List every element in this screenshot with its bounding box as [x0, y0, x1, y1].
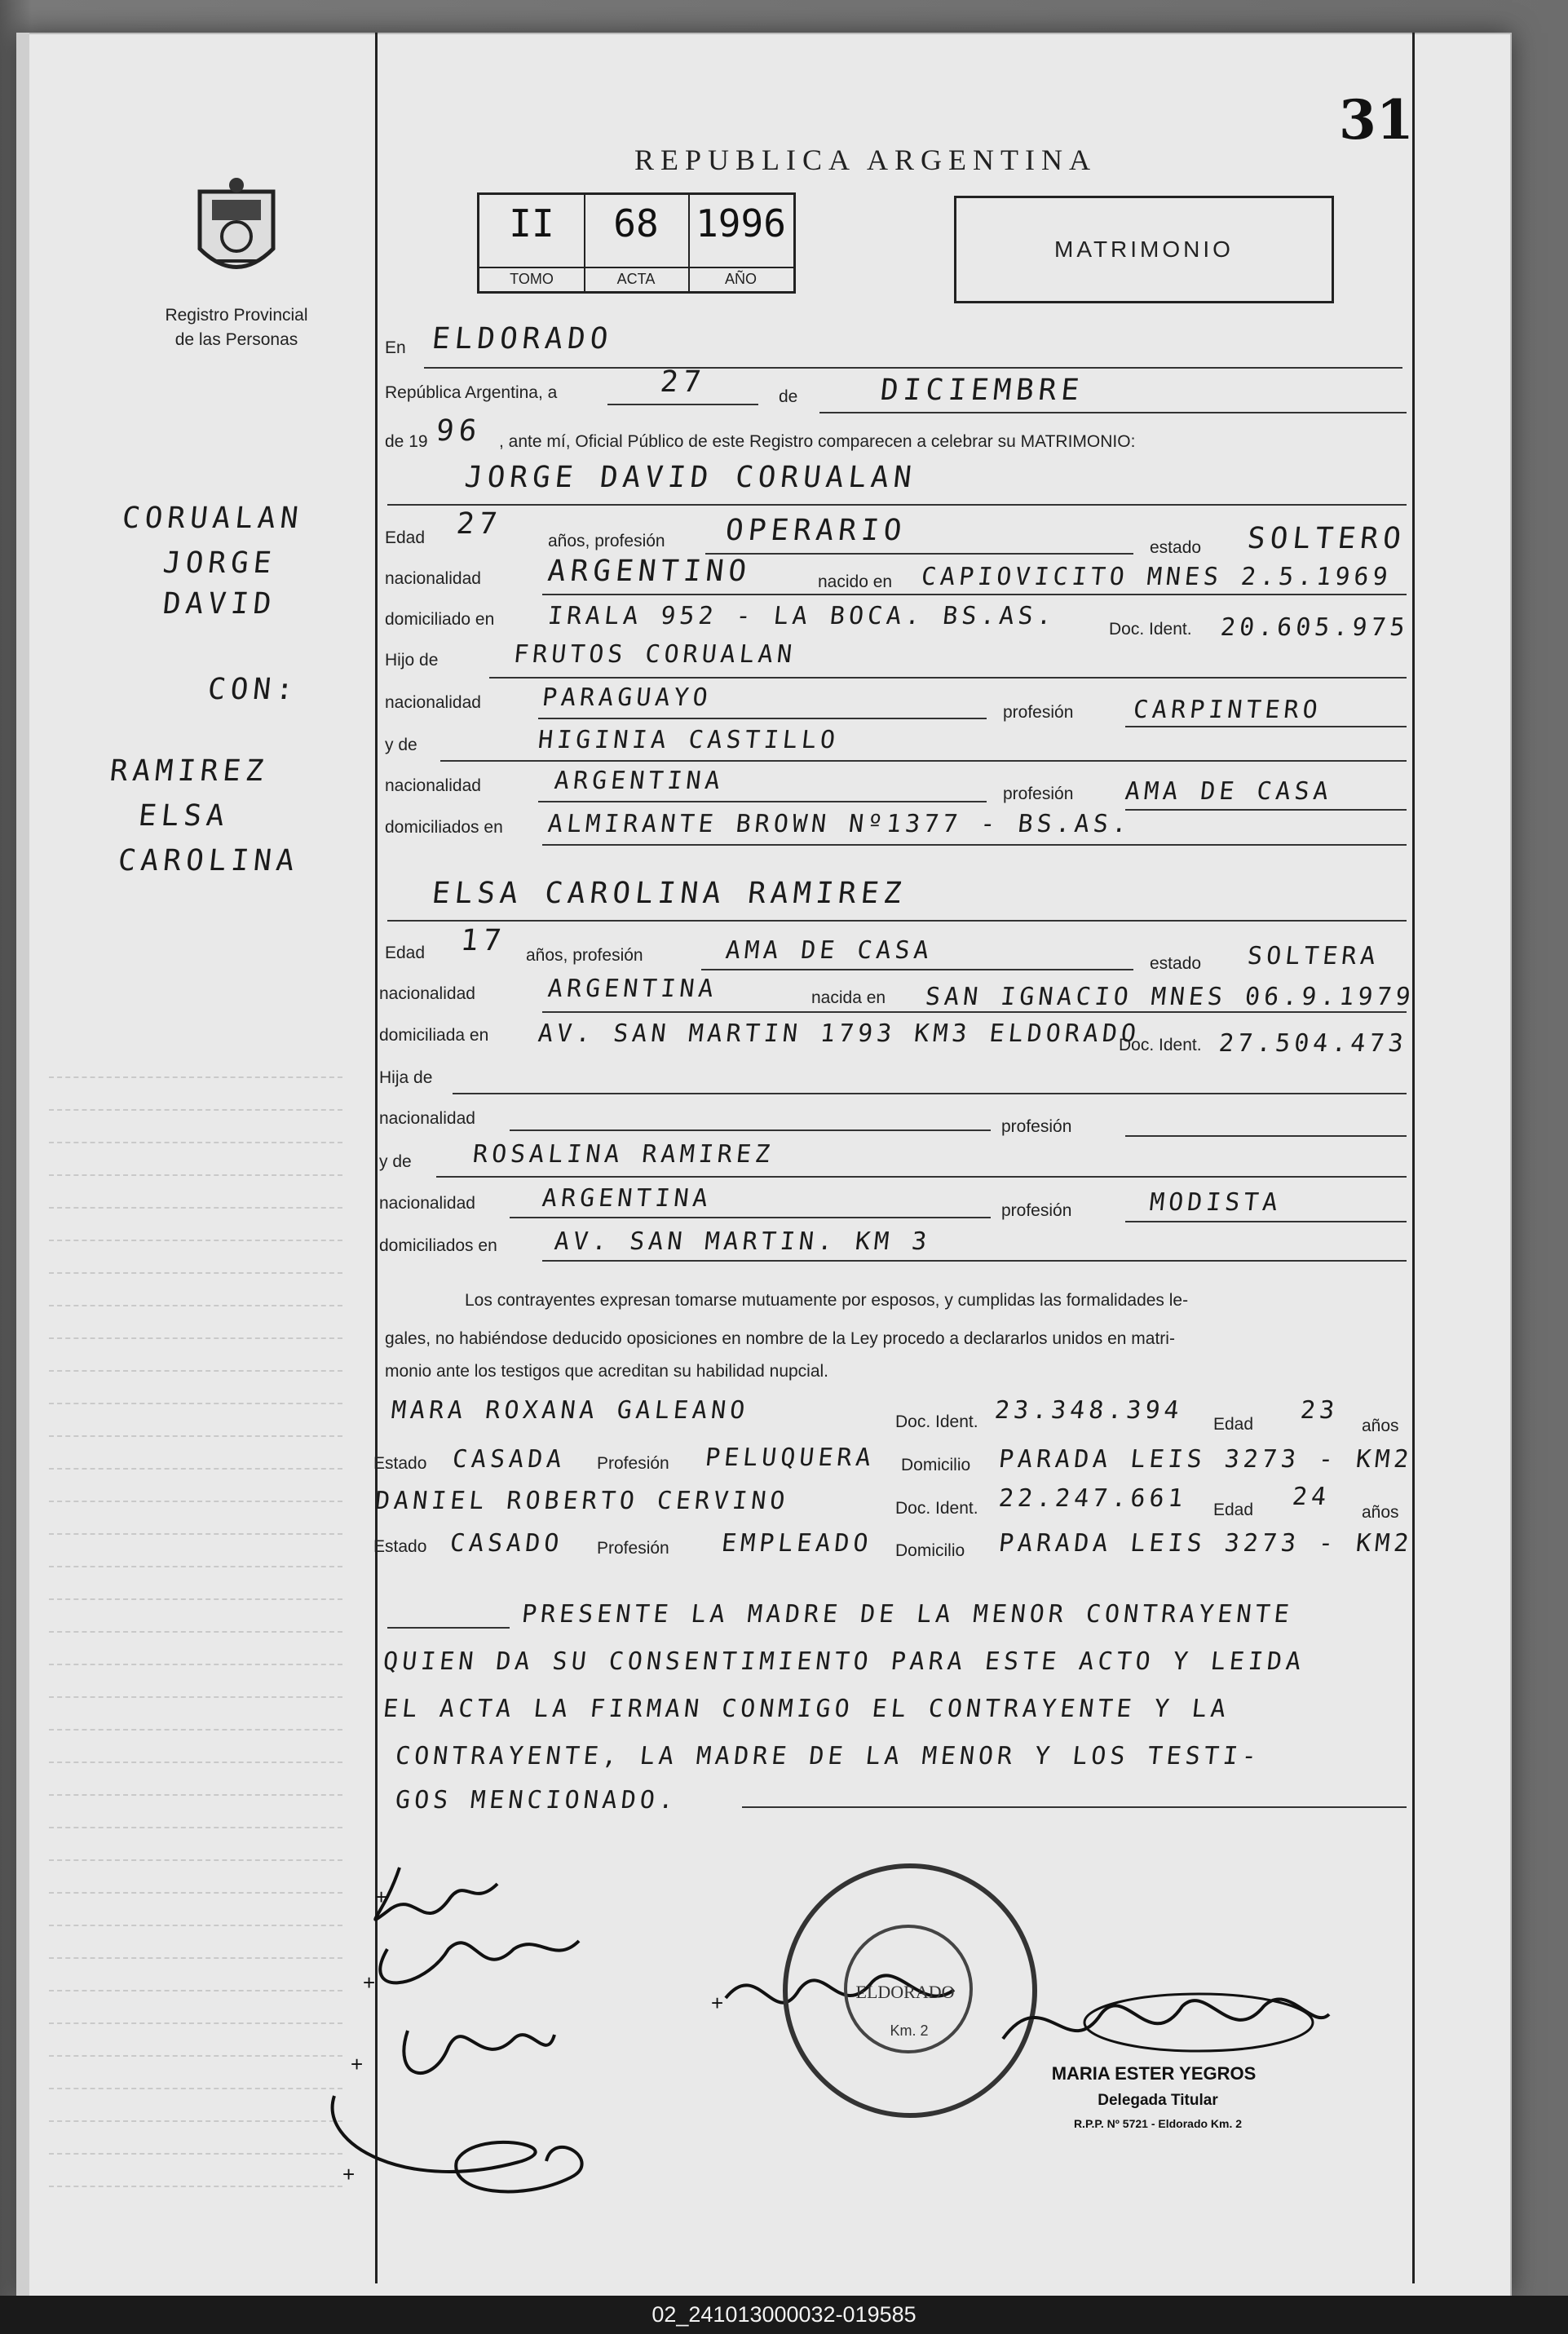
- record-type-box: [954, 196, 1334, 303]
- label-doc-ident: Doc. Ident.: [1119, 1036, 1202, 1054]
- margin-bride-name1: ELSA: [136, 799, 231, 833]
- witness1-status: CASADA: [451, 1445, 568, 1474]
- groom-address: IRALA 952 - LA BOCA. BS.AS.: [546, 602, 1058, 630]
- label-domiciliado-en: domiciliado en: [385, 610, 495, 629]
- stamp-km: Km. 2: [890, 2022, 929, 2039]
- record-day: 27: [658, 365, 708, 399]
- witness1-profession: PELUQUERA: [704, 1443, 877, 1472]
- registry-name-line1: Registro Provincial: [165, 306, 308, 325]
- witness1-address: PARADA LEIS 3273 - KM2: [997, 1445, 1415, 1474]
- groom-parents-address: ALMIRANTE BROWN Nº1377 - BS.AS.: [546, 810, 1133, 838]
- label-witness-estado: Estado: [373, 1537, 427, 1556]
- country-title: REPUBLICA ARGENTINA: [634, 144, 1098, 176]
- margin-groom-name2: DAVID: [161, 587, 278, 621]
- fill-line: [1125, 1135, 1407, 1137]
- margin-rule: [49, 1598, 342, 1600]
- margin-rule: [49, 2153, 342, 2155]
- groom-status: SOLTERO: [1245, 522, 1407, 555]
- margin-rule: [49, 2022, 342, 2024]
- margin-rule: [49, 1076, 342, 1078]
- groom-mother-profession: AMA DE CASA: [1124, 777, 1334, 806]
- label-witness-edad: Edad: [1213, 1501, 1254, 1519]
- bride-address: AV. SAN MARTIN 1793 KM3 ELDORADO: [537, 1019, 1142, 1048]
- bride-nationality: ARGENTINA: [546, 975, 719, 1003]
- groom-father: FRUTOS CORUALAN: [512, 640, 797, 669]
- margin-rule: [49, 1468, 342, 1470]
- note-line2: QUIEN DA SU CONSENTIMIENTO PARA ESTE ACTO Y LEIDA: [382, 1647, 1306, 1676]
- legal-text-line3: monio ante los testigos que acreditan su habilidad nupcial.: [385, 1362, 829, 1381]
- svg-text:+: +: [375, 1885, 388, 1909]
- margin-rule: [49, 2088, 342, 2089]
- fill-line: [542, 594, 1407, 595]
- fill-line: [489, 677, 1407, 679]
- record-month: DICIEMBRE: [878, 374, 1086, 407]
- witness2-name: DANIEL ROBERTO CERVINO: [373, 1487, 791, 1515]
- fill-line: [387, 920, 1407, 922]
- margin-groom-name1: JORGE: [161, 546, 278, 580]
- margin-rule: [49, 1207, 342, 1209]
- tomo-cell: [479, 195, 585, 291]
- svg-text:+: +: [342, 2162, 356, 2186]
- fill-line: [542, 1011, 1407, 1013]
- official-title: Delegada Titular: [1098, 2092, 1218, 2109]
- label-de: de: [779, 387, 798, 406]
- label-nacionalidad: nacionalidad: [379, 984, 475, 1003]
- bride-mother: ROSALINA RAMIREZ: [471, 1140, 775, 1169]
- label-nacida-en: nacida en: [811, 988, 886, 1007]
- label-edad: Edad: [385, 944, 426, 962]
- legal-text-line1: Los contrayentes expresan tomarse mutuamente por esposos, y cumplidas las formalidades le-: [465, 1291, 1189, 1310]
- margin-rule: [49, 1664, 342, 1665]
- fill-line: [453, 1093, 1407, 1094]
- note-line5: GOS MENCIONADO.: [394, 1786, 679, 1815]
- legal-text-line2: gales, no habiéndose deducido oposiciones en nombre de la Ley procedo a declararlos unidos en matri-: [385, 1329, 1175, 1348]
- bride-full-name: ELSA CAROLINA RAMIREZ: [430, 877, 908, 910]
- official-ref: R.P.P. Nº 5721 - Eldorado Km. 2: [1073, 2117, 1243, 2130]
- label-year-prefix: de 19: [385, 432, 428, 451]
- witness2-age: 24: [1291, 1483, 1332, 1511]
- fill-line: [705, 553, 1133, 555]
- registration-box: [477, 192, 796, 294]
- fill-line: [819, 412, 1407, 413]
- groom-mother: HIGINIA CASTILLO: [537, 726, 841, 754]
- label-nacido-en: nacido en: [818, 572, 893, 591]
- label-doc-ident: Doc. Ident.: [1109, 620, 1192, 639]
- margin-rule: [49, 1925, 342, 1926]
- label-republica: República Argentina, a: [385, 383, 558, 402]
- margin-rule: [49, 1729, 342, 1731]
- witness2-profession: EMPLEADO: [720, 1529, 874, 1558]
- fill-line: [742, 1806, 1407, 1808]
- groom-age: 27: [454, 507, 504, 541]
- label-witness-doc: Doc. Ident.: [895, 1412, 978, 1431]
- label-witness-profesion: Profesión: [597, 1454, 669, 1473]
- label-estado: estado: [1150, 538, 1202, 557]
- label-domiciliados-en: domiciliados en: [379, 1236, 497, 1255]
- official-signature: [995, 1965, 1337, 2080]
- groom-father-nationality: PARAGUAYO: [541, 683, 713, 712]
- margin-rule: [49, 1501, 342, 1502]
- label-nacionalidad: nacionalidad: [385, 693, 481, 712]
- bride-mother-nationality: ARGENTINA: [541, 1184, 713, 1213]
- record-type-label: MATRIMONIO: [1054, 236, 1234, 262]
- label-y-de: y de: [379, 1152, 412, 1171]
- tomo-value: II: [509, 201, 554, 245]
- groom-father-profession: CARPINTERO: [1132, 696, 1323, 724]
- groom-profession: OPERARIO: [723, 514, 908, 547]
- note-line4: CONTRAYENTE, LA MADRE DE LA MENOR Y LOS TESTI-: [394, 1742, 1262, 1770]
- acta-value: 68: [613, 201, 659, 245]
- groom-birthplace: CAPIOVICITO MNES 2.5.1969: [920, 563, 1394, 591]
- margin-connector: CON:: [205, 673, 300, 706]
- margin-rule: [49, 1990, 342, 1991]
- fill-line: [607, 404, 758, 405]
- groom-doc: 20.605.975: [1219, 613, 1411, 642]
- label-witness-domicilio: Domicilio: [901, 1456, 971, 1474]
- label-y-de: y de: [385, 736, 417, 754]
- fill-line: [538, 718, 987, 719]
- label-witness-anos: años: [1362, 1417, 1399, 1435]
- margin-rule: [49, 1403, 342, 1404]
- label-nacionalidad: nacionalidad: [379, 1109, 475, 1128]
- margin-rule: [49, 1696, 342, 1698]
- svg-text:+: +: [363, 1970, 376, 1995]
- note-line1: PRESENTE LA MADRE DE LA MENOR CONTRAYENTE: [520, 1600, 1295, 1629]
- fill-line: [542, 844, 1407, 846]
- bride-birthplace: SAN IGNACIO MNES 06.9.1979: [924, 983, 1416, 1011]
- ano-caption: AÑO: [688, 267, 793, 288]
- margin-rule: [49, 1762, 342, 1763]
- label-edad: Edad: [385, 528, 426, 547]
- fill-line: [436, 1176, 1407, 1178]
- label-witness-anos: años: [1362, 1503, 1399, 1522]
- stamp-location: ELDORADO: [855, 1982, 955, 2002]
- label-hijo-de: Hijo de: [385, 651, 439, 670]
- margin-rule: [49, 1631, 342, 1633]
- witness2-status: CASADO: [448, 1529, 565, 1558]
- page-number: 31: [1339, 88, 1414, 152]
- registry-name-line2: de las Personas: [174, 330, 298, 349]
- label-nacionalidad: nacionalidad: [379, 1194, 475, 1213]
- record-year-suffix: 96: [434, 414, 484, 448]
- label-domiciliada-en: domiciliada en: [379, 1026, 489, 1045]
- margin-rule: [49, 2055, 342, 2057]
- label-nacionalidad: nacionalidad: [385, 776, 481, 795]
- label-witness-edad: Edad: [1213, 1415, 1254, 1434]
- margin-rule: [49, 1142, 342, 1143]
- label-hija-de: Hija de: [379, 1068, 433, 1087]
- margin-rule: [49, 1794, 342, 1796]
- label-en: En: [385, 338, 406, 357]
- margin-rule: [49, 1370, 342, 1372]
- label-estado: estado: [1150, 954, 1202, 973]
- svg-text:+: +: [351, 2052, 364, 2076]
- fill-line: [1125, 1221, 1407, 1222]
- margin-rule: [49, 2186, 342, 2187]
- note-line3: EL ACTA LA FIRMAN CONMIGO EL CONTRAYENTE Y LA: [382, 1695, 1231, 1723]
- bride-doc: 27.504.473: [1217, 1029, 1409, 1058]
- margin-rule: [49, 1240, 342, 1241]
- fill-line: [440, 760, 1407, 762]
- label-domiciliados-en: domiciliados en: [385, 818, 503, 837]
- groom-mother-nationality: ARGENTINA: [553, 767, 726, 795]
- witness1-doc: 23.348.394: [993, 1396, 1185, 1425]
- margin-groom-surname: CORUALAN: [120, 502, 305, 535]
- registry-name: [135, 303, 338, 352]
- fill-line: [510, 1129, 991, 1131]
- file-id: 02_241013000032-019585: [651, 2302, 917, 2327]
- groom-full-name: JORGE DAVID CORUALAN: [462, 461, 918, 494]
- label-statement: , ante mí, Oficial Público de este Registro comparecen a celebrar su MATRIMONIO:: [499, 432, 1136, 451]
- margin-rule: [49, 1859, 342, 1861]
- book-spine: [16, 33, 29, 2296]
- right-frame-line: [1412, 33, 1415, 2283]
- record-place: ELDORADO: [430, 322, 615, 356]
- fill-line: [701, 969, 1133, 970]
- margin-rule: [49, 1337, 342, 1339]
- margin-rule: [49, 1109, 342, 1111]
- label-witness-domicilio: Domicilio: [895, 1541, 965, 1560]
- label-anos-profesion: años, profesión: [548, 532, 665, 550]
- margin-rule: [49, 1174, 342, 1176]
- coat-of-arms-icon: [183, 175, 289, 290]
- fill-line: [387, 504, 1407, 506]
- groom-nationality: ARGENTINO: [545, 555, 753, 588]
- bride-status: SOLTERA: [1246, 942, 1381, 970]
- tomo-caption: TOMO: [479, 267, 584, 288]
- fill-line: [1125, 726, 1407, 727]
- witness2-doc: 22.247.661: [997, 1484, 1189, 1513]
- label-nacionalidad: nacionalidad: [385, 569, 481, 588]
- bride-mother-profession: MODISTA: [1148, 1188, 1283, 1217]
- svg-text:+: +: [711, 1991, 724, 2015]
- fill-line: [1125, 809, 1407, 811]
- label-witness-profesion: Profesión: [597, 1539, 669, 1558]
- margin-rule: [49, 1272, 342, 1274]
- label-profesion: profesión: [1003, 785, 1074, 803]
- witness1-name: MARA ROXANA GALEANO: [390, 1396, 751, 1425]
- bride-parents-address: AV. SAN MARTIN. KM 3: [553, 1227, 933, 1256]
- margin-rule: [49, 1957, 342, 1959]
- acta-caption: ACTA: [584, 267, 688, 288]
- fill-line: [510, 1217, 991, 1218]
- margin-rule: [49, 1892, 342, 1894]
- margin-bride-name2: CAROLINA: [116, 844, 301, 877]
- fill-line: [387, 1627, 510, 1629]
- label-profesion: profesión: [1003, 703, 1074, 722]
- label-witness-estado: Estado: [373, 1454, 427, 1473]
- bride-profession: AMA DE CASA: [724, 936, 934, 965]
- margin-rule: [49, 1566, 342, 1567]
- acta-cell: [584, 195, 690, 291]
- margin-rule: [49, 2120, 342, 2122]
- margin-rule: [49, 1305, 342, 1306]
- margin-rule: [49, 1435, 342, 1437]
- margin-rule: [49, 1533, 342, 1535]
- official-name: MARIA ESTER YEGROS: [1051, 2063, 1257, 2084]
- ano-cell: [688, 195, 793, 291]
- label-anos-profesion: años, profesión: [526, 946, 643, 965]
- label-profesion: profesión: [1001, 1117, 1072, 1136]
- bride-age: 17: [458, 924, 508, 957]
- witness1-age: 23: [1299, 1396, 1340, 1425]
- margin-bride-surname: RAMIREZ: [108, 754, 270, 788]
- margin-rule: [49, 1827, 342, 1828]
- ano-value: 1996: [696, 201, 786, 245]
- witness2-address: PARADA LEIS 3273 - KM2: [997, 1529, 1415, 1558]
- signatures-left: [310, 1851, 652, 2210]
- fill-line: [424, 367, 1402, 369]
- fill-line: [542, 1260, 1407, 1262]
- label-profesion: profesión: [1001, 1201, 1072, 1220]
- label-witness-doc: Doc. Ident.: [895, 1499, 978, 1518]
- fill-line: [538, 801, 987, 802]
